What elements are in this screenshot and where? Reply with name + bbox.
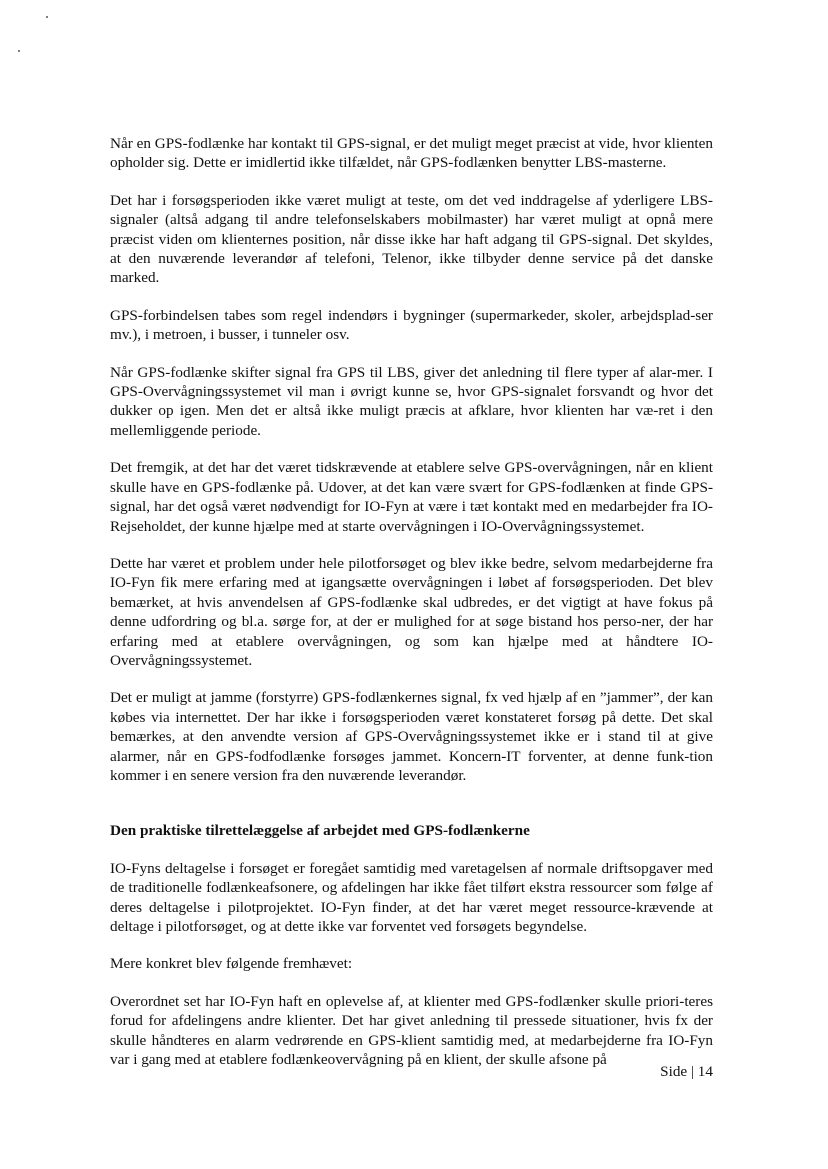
paragraph: Det fremgik, at det har det været tidskrævende at etablere selve GPS-overvågningen, når en klient skulle have en GPS-fodlænke på. Udover, at det kan være svært for GPS-fodlænken at finde GPS-signal, har det også været nødvendigt for IO-Fyn at være i tæt kontakt med en medarbejder fra IO-Rejseholdet, der kunne hjælpe med at starte overvågningen i IO-Overvågningssystemet. — [110, 459, 713, 535]
body-text — [110, 134, 713, 1087]
paragraph: Det har i forsøgsperioden ikke været muligt at teste, om det ved inddragelse af yderligere LBS-signaler (altså adgang til andre telefonselskabers mobilmaster) har været muligt at opnå mere præcist viden om klienternes position, når disse ikke har haft adgang til GPS-signal. Det skyldes, at den nuværende leverandør af telefoni, Telenor, ikke tilbyder denne service på det danske marked. — [110, 191, 713, 287]
paragraph: Når en GPS-fodlænke har kontakt til GPS-signal, er det muligt meget præcist at vide, hvor klienten opholder sig. Dette er imidlertid ikke tilfældet, når GPS-fodlænken benytter LBS-masterne. — [110, 135, 713, 172]
section-heading: Den praktiske tilrettelæggelse af arbejdet med GPS-fodlænkerne — [110, 822, 530, 840]
paragraph: Mere konkret blev følgende fremhævet: — [110, 955, 353, 973]
paragraph: Dette har været et problem under hele pilotforsøget og blev ikke bedre, selvom medarbejderne fra IO-Fyn fik mere erfaring med at igangsætte overvågningen i løbet af forsøgsperioden. Det blev bemærket, at hvis anvendelsen af GPS-fodlænke skal udbredes, er det vigtigt at have fokus på denne udfordring og bl.a. sørge for, at der er mulighed for at søge bistand hos perso-ner, der har erfaring med at etablere overvågningen, og som kan hjælpe med at håndtere IO-Overvågningssystemet. — [110, 554, 713, 669]
paragraph: Når GPS-fodlænke skifter signal fra GPS til LBS, giver det anledning til flere typer af alar-mer. I GPS-Overvågningssystemet vil man i øvrigt kunne se, hvor GPS-signalet forsvandt og hvor det dukker op igen. Men det er altså ikke muligt præcis at afklare, hvor klienten har væ-ret i den mellemliggende periode. — [110, 363, 713, 439]
paragraph: Det er muligt at jamme (forstyrre) GPS-fodlænkernes signal, fx ved hjælp af en ”jammer”, der kan købes via internettet. Der har ikke i forsøgsperioden været konstateret forsøg på dette. Det skal bemærkes, at den anvendte version af GPS-Overvågningssystemet ikke er i stand til at give alarmer, når en GPS-fodfodlænke forsøges jammet. Koncern-IT forventer, at denne funk-tion kommer i en senere version fra den nuværende leverandør. — [110, 689, 713, 784]
paragraph: GPS-forbindelsen tabes som regel indendørs i bygninger (supermarkeder, skoler, arbejdsplad-ser mv.), i metroen, i busser, i tunneler osv. — [110, 306, 713, 344]
paragraph: Overordnet set har IO-Fyn haft en oplevelse af, at klienter med GPS-fodlænker skulle priori-teres forud for afdelingens andre klienter. Det har givet anledning til pressede situationer, hvis fx der skulle håndteres en alarm vedrørende en GPS-klient samtidig med, at medarbejderne fra IO-Fyn var i gang med at etablere fodlænkeovervågning på en klient, der skulle afsone på — [110, 992, 713, 1069]
spacer — [110, 803, 713, 821]
section-practical-arrangement — [110, 821, 713, 1069]
paragraph: IO-Fyns deltagelse i forsøget er foregået samtidig med varetagelsen af normale driftsopgaver med de traditionelle fodlænkeafsonere, og afdelingen har ikke fået tilført ekstra ressourcer som følge af deres deltagelse i pilotprojektet. IO-Fyn finder, at det har været meget ressource-krævende at deltage i pilotforsøget, og at dette ikke var forventet ved forsøgets begyndelse. — [110, 859, 713, 935]
scan-speck — [18, 50, 20, 52]
page-number: Side | 14 — [660, 1063, 713, 1080]
scan-speck — [46, 16, 48, 18]
